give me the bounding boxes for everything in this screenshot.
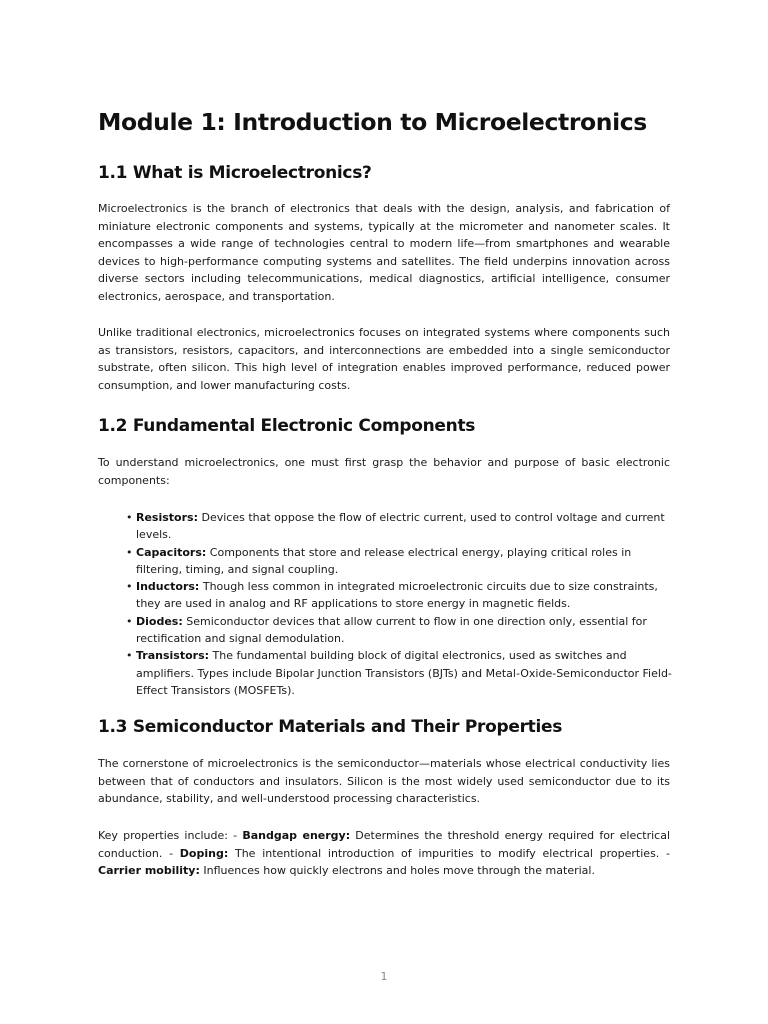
term-bandgap: Bandgap energy:: [242, 829, 351, 842]
page-title: Module 1: Introduction to Microelectronics: [98, 108, 647, 136]
section-heading-1-3: 1.3 Semiconductor Materials and Their Properties: [98, 717, 563, 737]
component-list: [126, 509, 674, 699]
list-item-description: Semiconductor devices that allow current to flow in one direction only, essential for rectification and signal demodulation.: [136, 614, 647, 646]
doping-description: The intentional introduction of impurities to modify electrical properties. -: [228, 846, 671, 860]
paragraph-key-properties: [98, 827, 670, 880]
page-number: 1: [380, 970, 388, 983]
list-item-description: Though less common in integrated microelectronic circuits due to size constraints, they are used in analog and RF applications to store energy in magnetic fields.: [136, 580, 658, 611]
list-item-description: Devices that oppose the flow of electric current, used to control voltage and current levels.: [136, 511, 665, 542]
list-item-term: Inductors:: [136, 580, 200, 594]
list-item-capacitors: [126, 544, 674, 579]
section-heading-1-1: 1.1 What is Microelectronics?: [98, 163, 372, 183]
list-item-term: Diodes:: [136, 614, 183, 628]
term-doping: Doping:: [179, 846, 229, 860]
mobility-description: Influences how quickly electrons and holes move through the material.: [199, 864, 595, 878]
list-item-transistors: [126, 647, 674, 699]
paragraph-components-intro: To understand microelectronics, one must first grasp the behavior and purpose of basic electronic components:: [98, 456, 670, 487]
paragraph-integration: Unlike traditional electronics, microelectronics focuses on integrated systems where components such as transistors, resistors, capacitors, and interconnections are embedded into a single semiconductor substrate, often silicon. This high level of integration enables improved performance, reduced power consumption, and lower manufacturing costs.: [98, 326, 670, 392]
bandgap-description: Determines the threshold energy required for electrical conduction. -: [98, 829, 671, 860]
list-item-description: The fundamental building block of digital electronics, used as switches and amplifiers. Types include Bipolar Junction Transistors (BJTs) and Metal-Oxide-Semiconductor Field-Effect Transistors (MOSFETs).: [136, 649, 672, 697]
list-item-term: Resistors:: [136, 511, 198, 524]
list-item-term: Capacitors:: [136, 545, 207, 559]
list-item-term: Transistors:: [136, 649, 210, 663]
term-carrier-mobility: Carrier mobility:: [98, 864, 200, 878]
key-properties-intro: Key properties include: -: [98, 829, 243, 842]
list-item-inductors: [126, 578, 674, 613]
paragraph-what-is-microelectronics: Microelectronics is the branch of electronics that deals with the design, analysis, and fabrication of miniature electronic components and systems, typically at the micrometer and nanometer scales. It encompasses a wide range of technologies central to modern life—from smartphones and wearable devices to high-performance computing systems and satellites. The field underpins innovation across diverse sectors including telecommunications, medical diagnostics, artificial intelligence, consumer electronics, aerospace, and transportation.: [98, 202, 670, 303]
section-heading-1-2: 1.2 Fundamental Electronic Components: [98, 416, 476, 436]
list-item-resistors: [126, 509, 674, 544]
paragraph-semiconductor: The cornerstone of microelectronics is the semiconductor—materials whose electrical conductivity lies between that of conductors and insulators. Silicon is the most widely used semiconductor due to its abundance, stability, and well-understood processing characteristics.: [98, 757, 670, 806]
list-item-description: Components that store and release electrical energy, playing critical roles in filtering, timing, and signal coupling.: [136, 545, 632, 576]
list-item-diodes: [126, 613, 674, 648]
